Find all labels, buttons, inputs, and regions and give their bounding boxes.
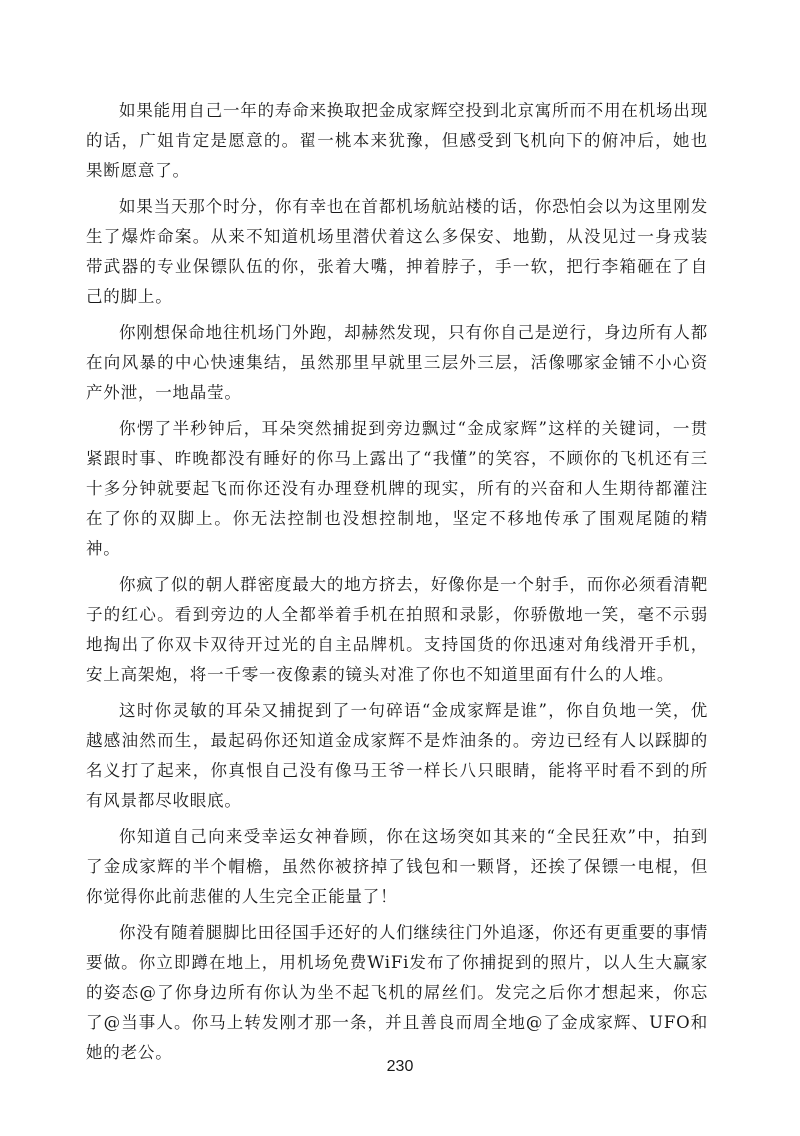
paragraph: 这时你灵敏的耳朵又捕捉到了一句碎语“金成家辉是谁”，你自负地一笑，优越感油然而生，最起码你还知道金成家辉不是炸油条的。旁边已经有人以踩脚的名义打了起来，你真恨自己没有像马王爷一样长八只眼睛，能将平时看不到的所有风景都尽收眼底。 <box>86 701 708 810</box>
paragraph: 你刚想保命地往机场门外跑，却赫然发现，只有你自己是逆行，身边所有人都在向风暴的中心快速集结，虽然那里早就里三层外三层，活像哪家金铺不小心资产外泄，一地晶莹。 <box>86 323 708 402</box>
paragraph: 你知道自己向来受幸运女神眷顾，你在这场突如其来的“全民狂欢”中，拍到了金成家辉的半个帽檐，虽然你被挤掉了钱包和一颗肾，还挨了保镖一电棍，但你觉得你此前悲催的人生完全正能量了！ <box>86 827 708 906</box>
paragraph: 你没有随着腿脚比田径国手还好的人们继续往门外追逐，你还有更重要的事情要做。你立即蹲在地上，用机场免费WiFi发布了你捕捉到的照片，以人生大赢家的姿态@了你身边所有你认为坐不起飞机的屌丝们。发完之后你才想起来，你忘了@当事人。你马上转发刚才那一条，并且善良而周全地@了金成家辉、UFO和她的老公。 <box>86 923 708 1062</box>
paragraph: 你愣了半秒钟后，耳朵突然捕捉到旁边飘过“金成家辉”这样的关键词，一贯紧跟时事、昨晚都没有睡好的你马上露出了“我懂”的笑容，不顾你的飞机还有三十多分钟就要起飞而你还没有办理登机牌的现实，所有的兴奋和人生期待都灌注在了你的双脚上。你无法控制也没想控制地，坚定不移地传承了围观尾随的精神。 <box>86 419 708 558</box>
page-number: 230 <box>386 1058 414 1075</box>
paragraph: 你疯了似的朝人群密度最大的地方挤去，好像你是一个射手，而你必须看清靶子的红心。看到旁边的人全都举着手机在拍照和录影，你骄傲地一笑，毫不示弱地掏出了你双卡双待开过光的自主品牌机。支持国货的你迅速对角线滑开手机，安上高架炮，将一千零一夜像素的镜头对准了你也不知道里面有什么的人堆。 <box>86 575 708 684</box>
body-text <box>86 96 708 1074</box>
paragraph: 如果能用自己一年的寿命来换取把金成家辉空投到北京寓所而不用在机场出现的话，广姐肯定是愿意的。翟一桃本来犹豫，但感受到飞机向下的俯冲后，她也果断愿意了。 <box>86 101 708 180</box>
paragraph: 如果当天那个时分，你有幸也在首都机场航站楼的话，你恐怕会以为这里刚发生了爆炸命案。从来不知道机场里潜伏着这么多保安、地勤，从没见过一身戎装带武器的专业保镖队伍的你，张着大嘴，抻着脖子，手一软，把行李箱砸在了自己的脚上。 <box>86 197 708 306</box>
